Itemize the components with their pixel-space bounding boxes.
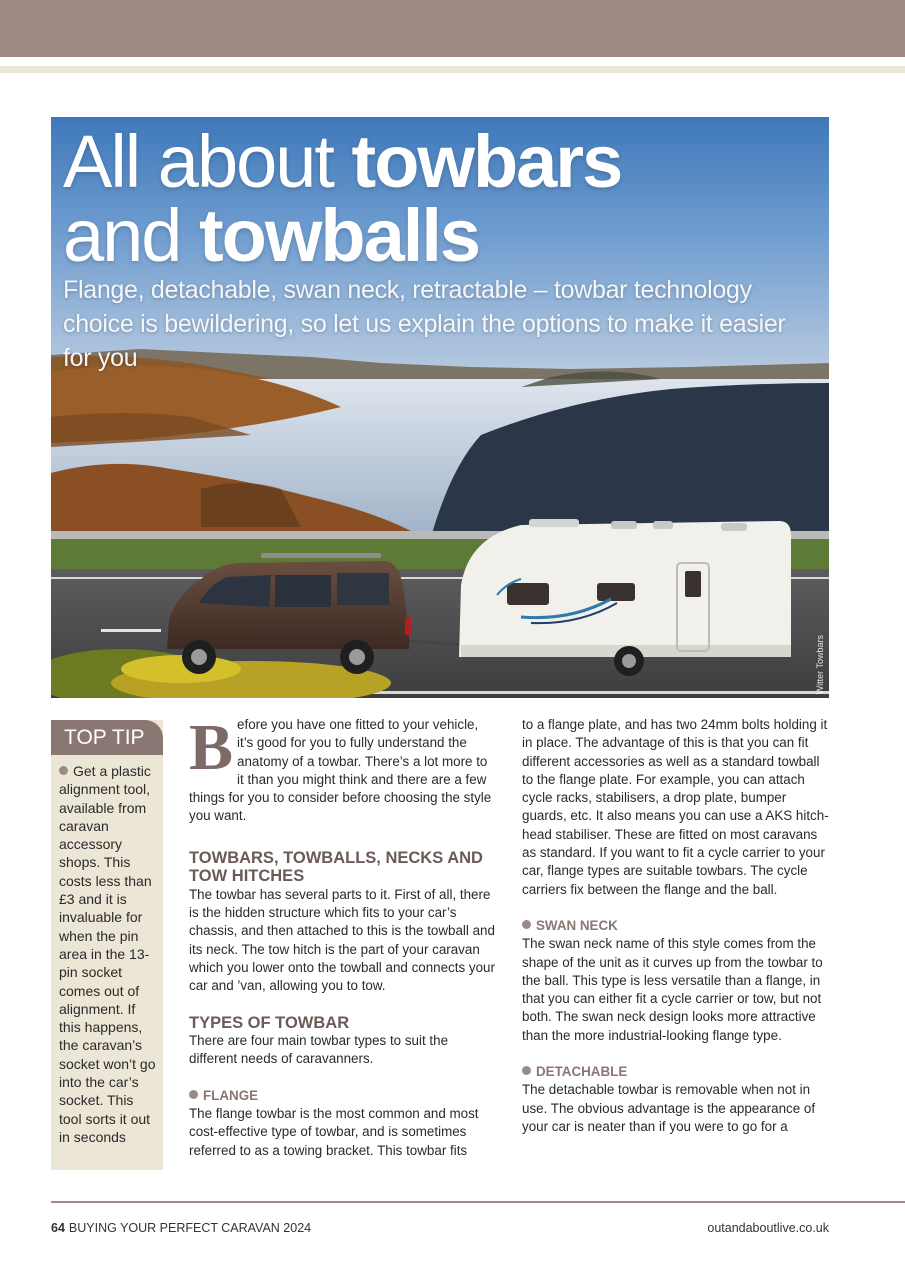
heading-flange-text: FLANGE xyxy=(203,1087,259,1103)
paragraph-flange-part-2: to a flange plate, and has two 24mm bolts holding it in place. The advantage of this is that you can fit different accessories as well as a standard towball to the flange plate. For example, you can attach cycle racks, stabilisers, a drop plate, bumper guards, etc. It also means you can use a AKS hitch-head stabiliser. These are fitted on most caravans as standard. If you want to fit a cycle carrier to your car, flange types are suitable towbars. The cycle carriers fix between the flange and the ball. xyxy=(522,717,829,897)
heading-detachable-text: DETACHABLE xyxy=(536,1064,628,1080)
heading-detachable xyxy=(522,1063,830,1081)
paragraph-swan-neck: The swan neck name of this style comes from the shape of the unit as it curves up from the towbar to the ball. This type is less versatile than a flange, in that you can either fit a cycle carrier or tow, but not both. The swan neck design looks more attractive than the more industrial-looking flange type. xyxy=(522,936,823,1043)
footer-folio xyxy=(51,1221,311,1235)
article-title xyxy=(63,120,622,277)
title-light-1: All about xyxy=(63,120,333,203)
hero-image xyxy=(51,117,829,698)
top-tip-heading: TOP TIP xyxy=(51,720,163,755)
bullet-icon xyxy=(189,1090,198,1099)
paragraph-towbar-parts: The towbar has several parts to it. First of all, there is the hidden structure which fits to your car’s chassis, and then attached to this is the towball and its neck. The tow hitch is the part of your caravan which you lower onto the towball and connects your car and ’van, allowing you to tow. xyxy=(189,886,495,994)
masthead-stripe xyxy=(0,66,905,73)
intro-text: efore you have one fitted to your vehicle, it’s good for you to fully understand the anatomy of a towbar. There’s a lot more to it than you might think and there are a few things for you to consider before choosing the style you want. xyxy=(189,717,492,824)
heading-swan-neck-text: SWAN NECK xyxy=(536,917,618,933)
top-tip-text: Get a plastic alignment tool, available from caravan accessory shops. This costs less than £3 and it is invaluable for when the pin area in the 13-pin socket comes out of alignment. If this happens, the caravan’s socket won’t go into the car’s socket. This tool sorts it out in seconds xyxy=(59,763,156,1145)
intro-paragraph xyxy=(189,711,497,826)
top-tip-body xyxy=(51,755,163,1146)
heading-swan-neck xyxy=(522,917,830,935)
title-light-2: and xyxy=(63,194,181,277)
publication-name: BUYING YOUR PERFECT CARAVAN 2024 xyxy=(68,1221,312,1235)
heading-types-of-towbar: TYPES OF TOWBAR xyxy=(189,1013,350,1032)
title-bold-2: towballs xyxy=(199,194,480,277)
bullet-icon xyxy=(522,1066,531,1075)
title-bold-1: towbars xyxy=(351,120,622,203)
top-tip-box xyxy=(51,720,163,1170)
footer-website: outandaboutlive.co.uk xyxy=(707,1221,829,1235)
paragraph-flange-part-1: The flange towbar is the most common and most cost-effective type of towbar, and is sometimes referred to as a towing bracket. This towbar fits xyxy=(189,1105,479,1158)
paragraph-detachable: The detachable towbar is removable when not in use. The obvious advantage is the appearance of your car is neater than if you were to go for a xyxy=(522,1082,816,1134)
heading-towbar-parts: TOWBARS, TOWBALLS, NECKS AND TOW HITCHES xyxy=(189,848,483,886)
bullet-icon xyxy=(59,766,68,775)
article-column-1 xyxy=(189,711,497,1160)
footer-rule xyxy=(51,1201,905,1203)
caravan xyxy=(459,519,791,676)
article-standfirst: Flange, detachable, swan neck, retractable – towbar technology choice is bewildering, so let us explain the options to make it easier for you xyxy=(63,276,786,372)
page-number: 64 xyxy=(51,1221,65,1235)
article-column-2 xyxy=(522,716,830,1136)
heading-flange xyxy=(189,1087,497,1105)
photo-credit: Witter Towbars xyxy=(815,634,825,694)
bullet-icon xyxy=(522,920,531,929)
paragraph-types-of-towbar: There are four main towbar types to suit the different needs of caravanners. xyxy=(189,1033,449,1067)
drop-cap: B xyxy=(189,711,234,784)
masthead-band xyxy=(0,0,905,57)
